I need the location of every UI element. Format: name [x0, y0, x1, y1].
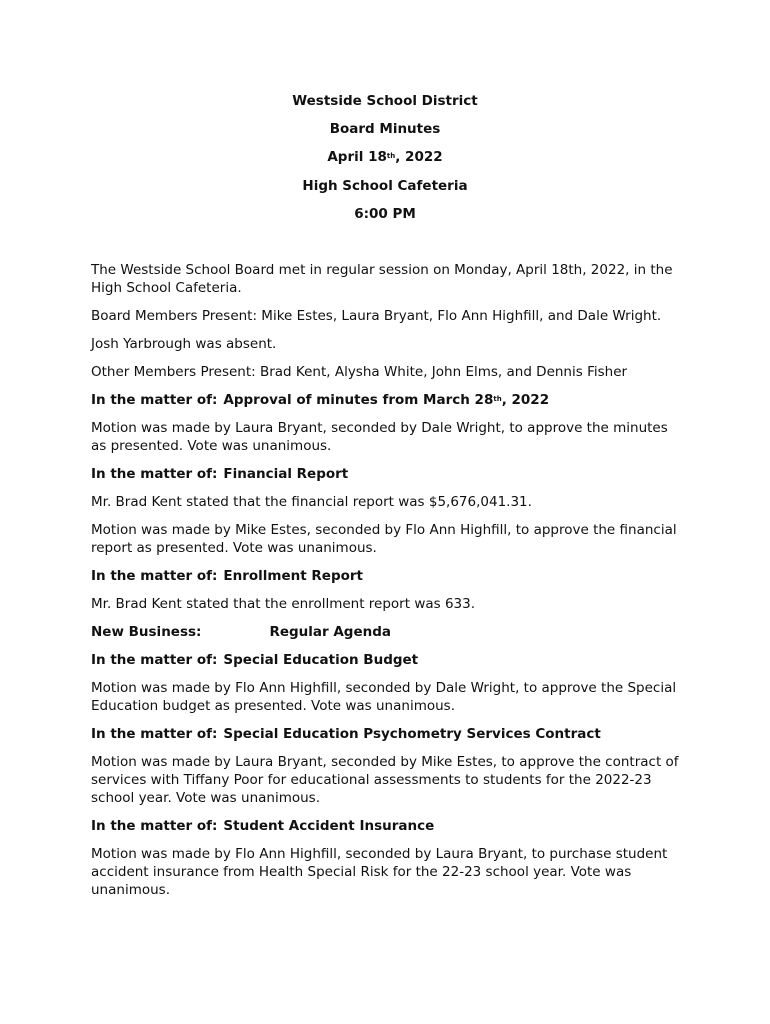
new-business-agenda: Regular Agenda — [269, 624, 392, 640]
insurance-motion: Motion was made by Flo Ann Highfill, seconded by Laura Bryant, to purchase student accident insurance from Health Special Risk for the 22-23 school year. Vote was unanimous. — [91, 846, 668, 898]
meeting-date-suffix: , 2022 — [395, 149, 443, 166]
matter-label: In the matter of: — [91, 652, 218, 668]
minutes-heading-text: Approval of minutes from March 28 — [223, 392, 494, 408]
minutes-approval-heading — [91, 391, 686, 409]
insurance-heading-text: Student Accident Insurance — [223, 818, 435, 834]
financial-heading — [91, 465, 686, 483]
financial-motion: Motion was made by Mike Estes, seconded by Flo Ann Highfill, to approve the financial report as presented. Vote was unanimous. — [91, 522, 677, 556]
intro-paragraph: The Westside School Board met in regular session on Monday, April 18th, 2022, in the High School Cafeteria. — [91, 262, 673, 296]
sped-budget-heading — [91, 651, 686, 669]
enrollment-heading — [91, 567, 686, 585]
meeting-location: High School Cafeteria — [302, 177, 468, 194]
insurance-heading — [91, 817, 686, 835]
financial-heading-text: Financial Report — [223, 466, 349, 482]
psychometry-heading — [91, 725, 686, 743]
minutes-heading-sup: th — [493, 395, 502, 403]
members-absent: Josh Yarbrough was absent. — [91, 336, 277, 352]
meeting-date — [0, 149, 770, 165]
minutes-body — [91, 261, 686, 909]
psychometry-heading-text: Special Education Psychometry Services Contract — [223, 726, 601, 742]
matter-label: In the matter of: — [91, 568, 218, 584]
document-header — [0, 93, 770, 234]
minutes-heading-suffix: , 2022 — [501, 392, 550, 408]
enrollment-heading-text: Enrollment Report — [223, 568, 364, 584]
new-business-label: New Business: — [91, 624, 202, 640]
meeting-time: 6:00 PM — [354, 205, 416, 222]
meeting-date-sup: th — [386, 152, 396, 161]
matter-label: In the matter of: — [91, 726, 218, 742]
other-members-present: Other Members Present: Brad Kent, Alysha White, John Elms, and Dennis Fisher — [91, 364, 628, 380]
matter-label: In the matter of: — [91, 392, 218, 408]
sped-budget-heading-text: Special Education Budget — [223, 652, 419, 668]
psychometry-motion: Motion was made by Laura Bryant, seconded by Mike Estes, to approve the contract of services with Tiffany Poor for educational assessments to students for the 2022-23 school year. Vote was unanimous. — [91, 754, 679, 806]
enrollment-statement: Mr. Brad Kent stated that the enrollment report was 633. — [91, 596, 476, 612]
meeting-date-prefix: April 18 — [327, 149, 387, 166]
document-title: Board Minutes — [329, 121, 441, 138]
members-present: Board Members Present: Mike Estes, Laura Bryant, Flo Ann Highfill, and Dale Wright. — [91, 308, 662, 324]
minutes-motion: Motion was made by Laura Bryant, seconded by Dale Wright, to approve the minutes as presented. Vote was unanimous. — [91, 420, 668, 454]
matter-label: In the matter of: — [91, 818, 218, 834]
financial-statement: Mr. Brad Kent stated that the financial report was $5,676,041.31. — [91, 494, 532, 510]
sped-budget-motion: Motion was made by Flo Ann Highfill, seconded by Dale Wright, to approve the Special Education budget as presented. Vote was unanimous. — [91, 680, 677, 714]
new-business-heading — [91, 623, 686, 641]
district-name: Westside School District — [292, 93, 478, 109]
matter-label: In the matter of: — [91, 466, 218, 482]
